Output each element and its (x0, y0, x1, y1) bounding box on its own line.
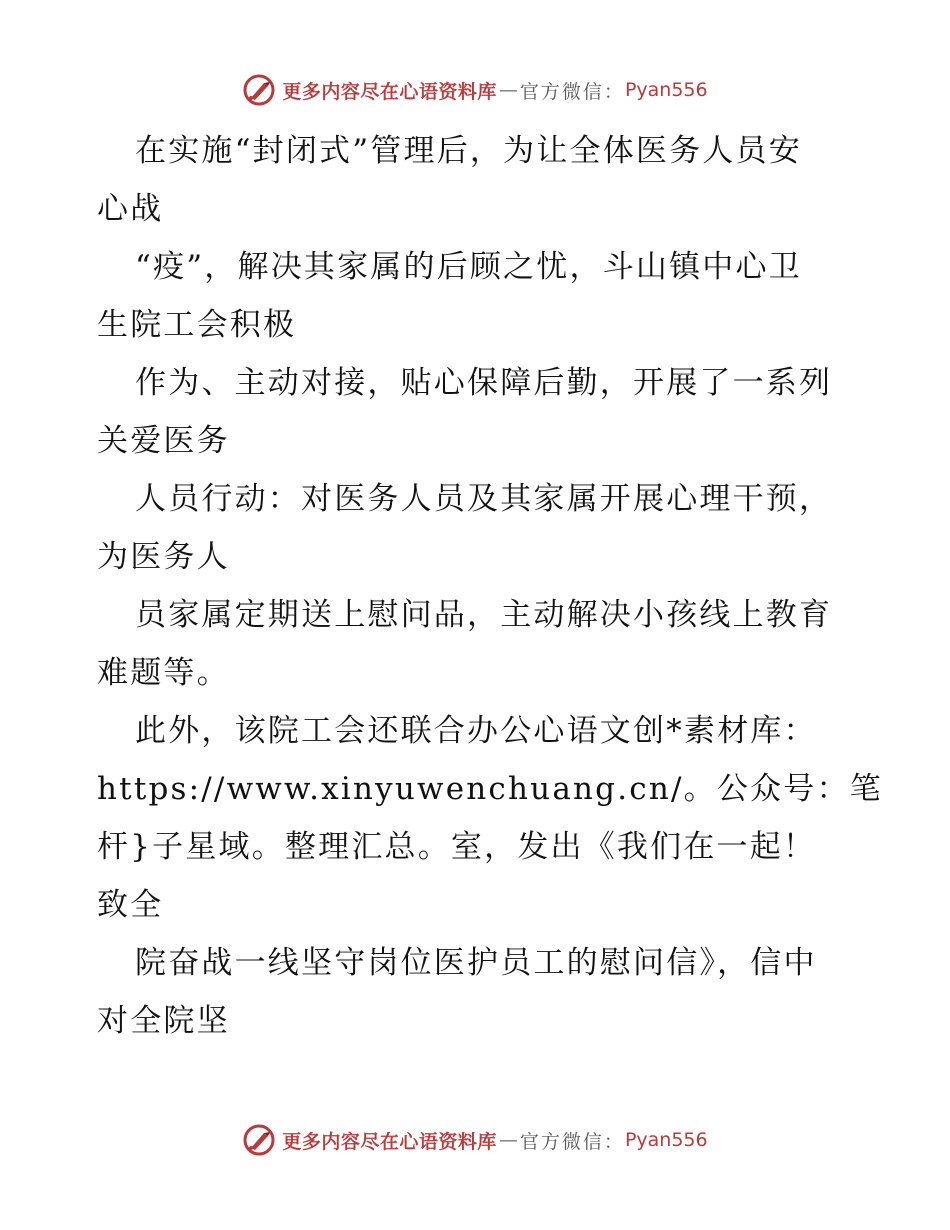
document-body (97, 122, 883, 1050)
banner-dash: — (498, 79, 518, 101)
banner-label: 官方微信： (519, 80, 625, 103)
text-line: 生院工会积极 (97, 307, 297, 343)
text-line: 院奋战一线坚守岗位医护员工的慰问信》，信中 (135, 945, 817, 981)
text-line: 为医务人 (97, 539, 230, 575)
banner-wechat-id: Pyan556 (624, 79, 708, 101)
footer-watermark (0, 1120, 950, 1160)
text-line: 对全院坚 (97, 1003, 230, 1039)
banner-wechat-id: Pyan556 (624, 1129, 708, 1151)
text-line-url: https://www.xinyuwenchuang.cn/。公众号：笔 (97, 771, 883, 807)
text-line: 致全 (97, 887, 164, 923)
text-line: 难题等。 (97, 655, 230, 691)
banner-label: 官方微信： (519, 1130, 625, 1153)
text-line: 作为、主动对接，贴心保障后勤，开展了一系列 (135, 365, 833, 401)
banner-dash: — (498, 1129, 518, 1151)
pen-logo-icon (242, 73, 276, 107)
text-line: 员家属定期送上慰问品，主动解决小孩线上教育 (135, 597, 833, 633)
banner-brand: 更多内容尽在心语资料库 (282, 1130, 497, 1153)
text-line: “疫”，解决其家属的后顾之忧，斗山镇中心卫 (135, 249, 802, 285)
text-line: 心战 (97, 191, 164, 227)
text-line: 此外，该院工会还联合办公心语文创*素材库： (135, 713, 817, 749)
text-line: 人员行动：对医务人员及其家属开展心理干预， (135, 481, 833, 517)
pen-logo-icon (242, 1123, 276, 1157)
header-watermark (0, 70, 950, 110)
text-line: 在实施“封闭式”管理后，为让全体医务人员安 (135, 133, 802, 169)
banner-brand: 更多内容尽在心语资料库 (282, 80, 497, 103)
text-line: 关爱医务 (97, 423, 230, 459)
text-line: 杆}子星域。整理汇总。室，发出《我们在一起！ (97, 829, 817, 865)
